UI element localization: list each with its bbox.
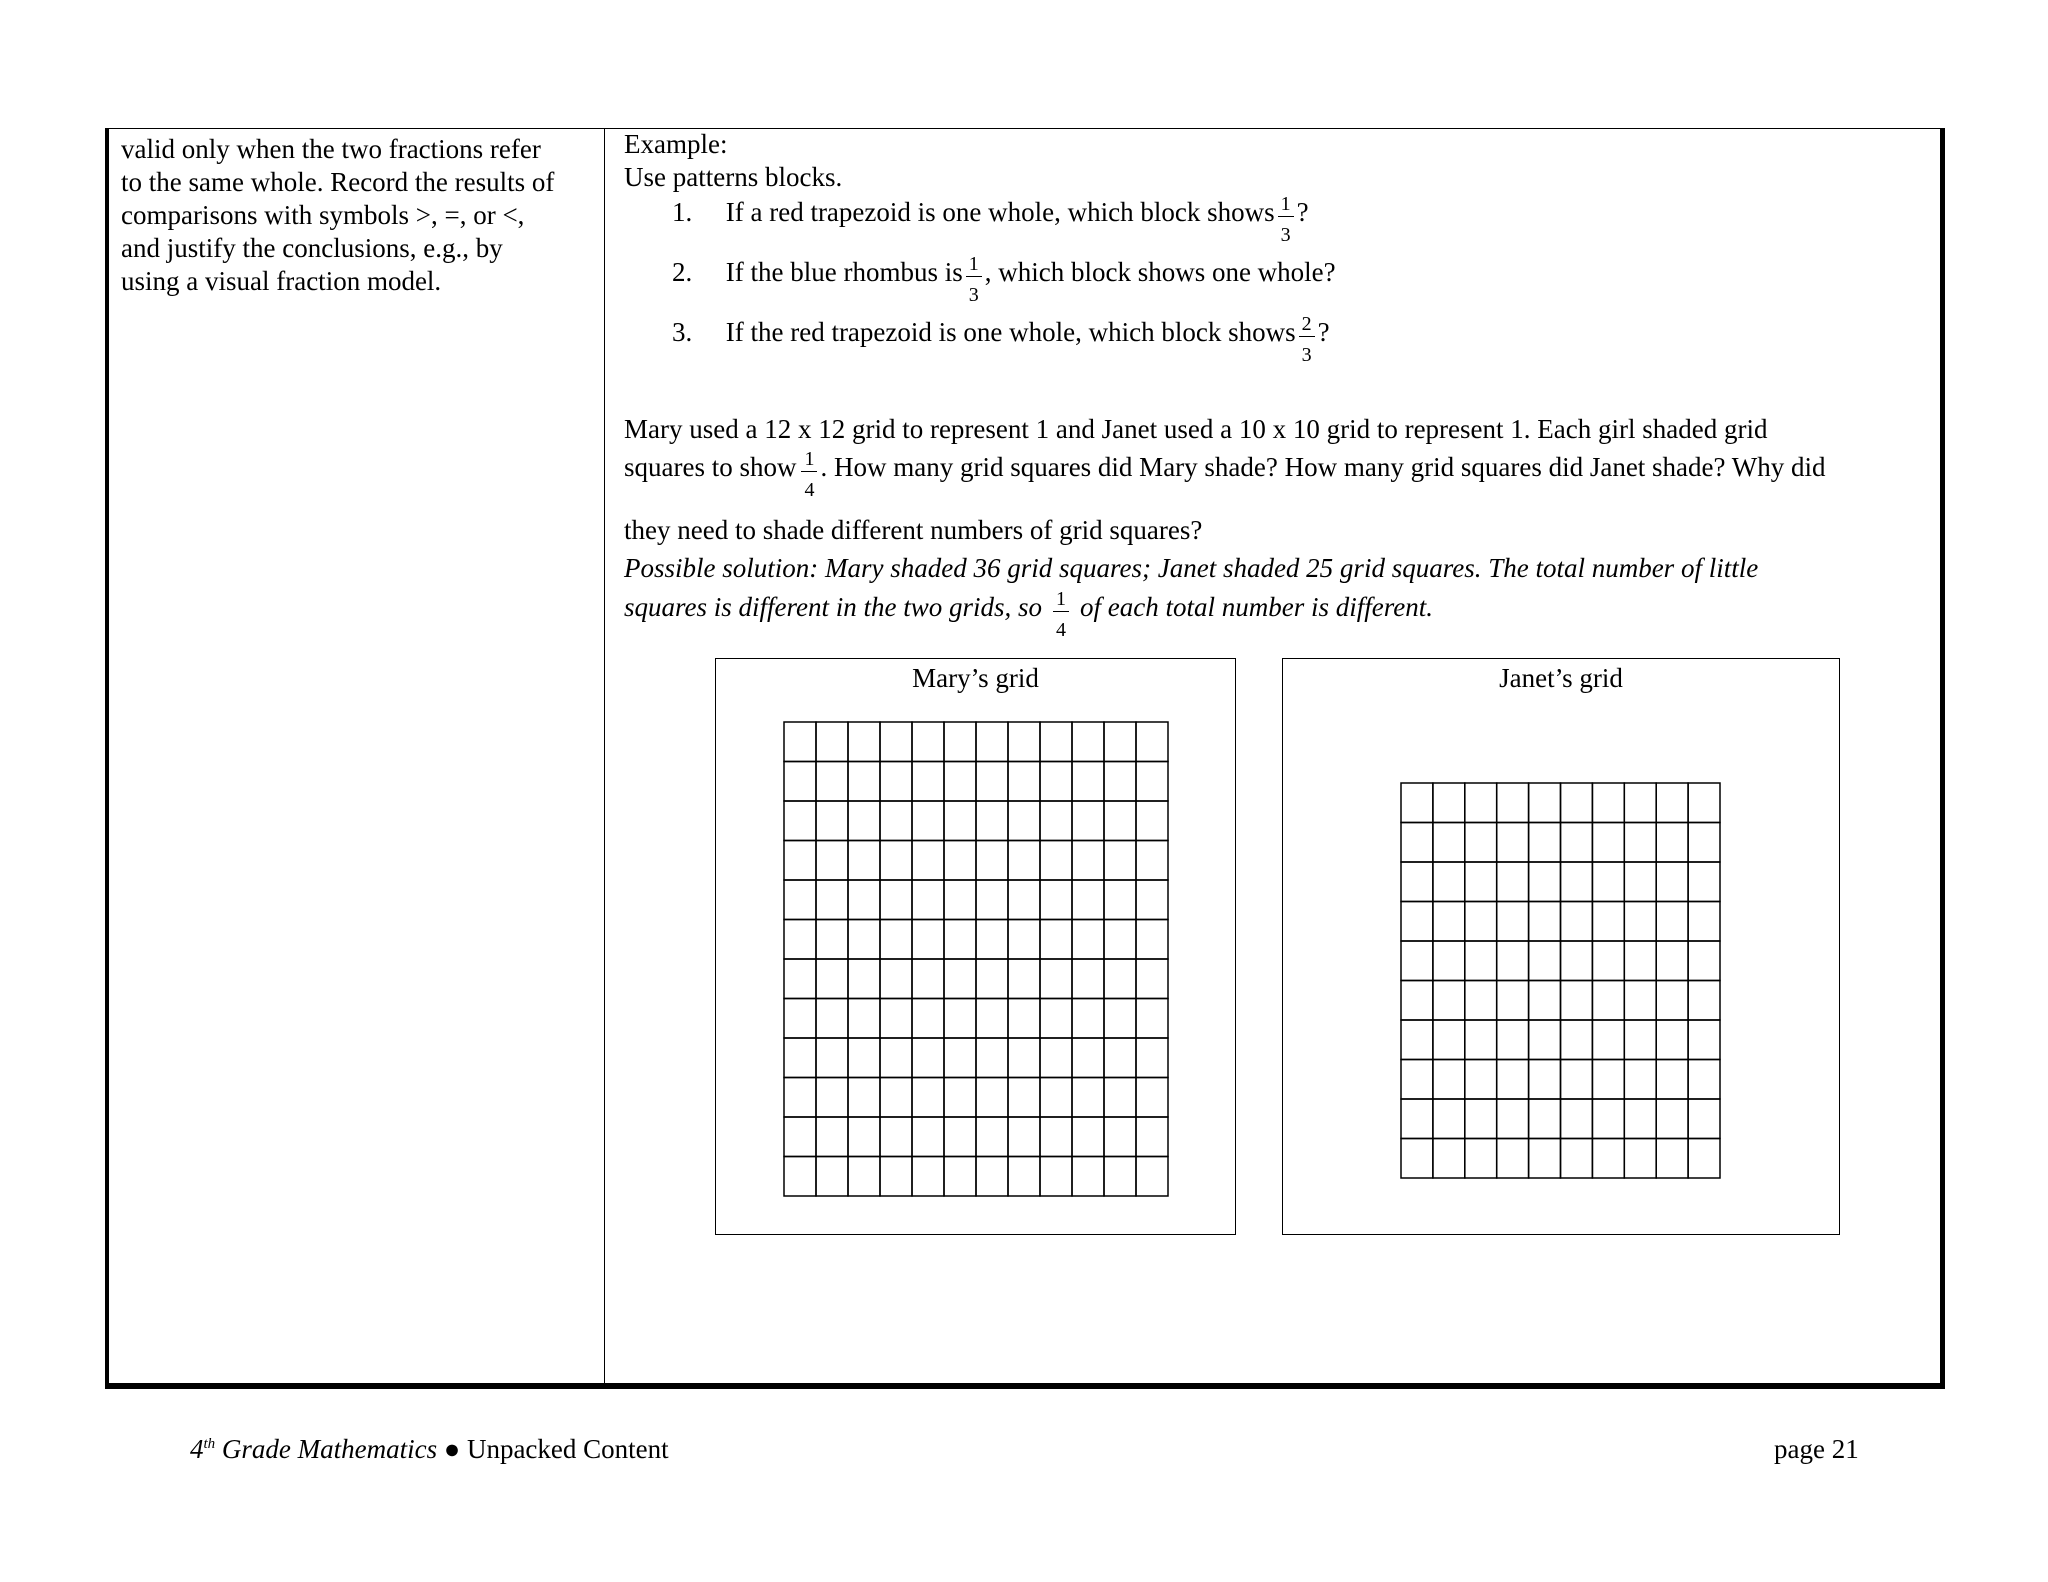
grid-square <box>1072 762 1104 802</box>
question-number: 2. <box>672 257 693 287</box>
grid-square <box>1040 801 1072 841</box>
grid-square <box>976 999 1008 1039</box>
grid-square <box>944 801 976 841</box>
grid-square <box>1561 862 1593 902</box>
grid-square <box>1401 981 1433 1021</box>
grid-square <box>912 880 944 920</box>
grid-square <box>944 1117 976 1157</box>
grid-square <box>1008 1157 1040 1197</box>
grid-square <box>1624 981 1656 1021</box>
grid-square <box>1008 959 1040 999</box>
grid-square <box>1624 783 1656 823</box>
grid-square <box>1401 1139 1433 1179</box>
grid-square <box>784 1038 816 1078</box>
question-number: 3. <box>672 317 693 347</box>
grid-square <box>1104 762 1136 802</box>
grid-square <box>1529 862 1561 902</box>
grid-square <box>1561 981 1593 1021</box>
grid-square <box>1008 1038 1040 1078</box>
grid-square <box>1529 981 1561 1021</box>
grade-suffix: th <box>203 1436 216 1452</box>
grid-square <box>1136 880 1168 920</box>
grid-square <box>1401 823 1433 863</box>
grid-square <box>1072 880 1104 920</box>
marys-grid <box>783 721 1169 1197</box>
grid-square <box>1401 1099 1433 1139</box>
grid-square <box>1561 902 1593 942</box>
grid-square <box>1401 783 1433 823</box>
grid-square <box>1497 1139 1529 1179</box>
solution-line-2: squares is different in the two grids, so $\frac{1}{4}$ of each total number is different. <box>624 588 1433 641</box>
grid-square <box>1433 941 1465 981</box>
grid-square <box>1688 1020 1720 1060</box>
grid-square <box>1688 981 1720 1021</box>
grid-square <box>1592 1060 1624 1100</box>
grid-square <box>976 722 1008 762</box>
grid-square <box>1136 1038 1168 1078</box>
grid-square <box>880 920 912 960</box>
grid-square <box>1592 941 1624 981</box>
grid-square <box>1401 1020 1433 1060</box>
grade-rest: Grade Mathematics <box>215 1434 438 1464</box>
grid-square <box>1529 1020 1561 1060</box>
grid-square <box>1401 862 1433 902</box>
page-number: page 21 <box>1774 1434 1859 1464</box>
grid-square <box>1561 1020 1593 1060</box>
question-text: If the red trapezoid is one whole, which block shows <box>725 317 1296 347</box>
grid-square <box>944 722 976 762</box>
grid-square <box>1136 1117 1168 1157</box>
grid-square <box>880 880 912 920</box>
grid-square <box>912 959 944 999</box>
grid-square <box>816 920 848 960</box>
grid-square <box>1656 823 1688 863</box>
grid-square <box>1104 722 1136 762</box>
grid-square <box>848 959 880 999</box>
problem-line-3: they need to shade different numbers of grid squares? <box>624 515 1203 545</box>
grid-square <box>1656 1020 1688 1060</box>
standard-text-cell <box>121 133 591 298</box>
grid-square <box>1497 941 1529 981</box>
grid-square <box>1592 1139 1624 1179</box>
grid-square <box>1465 1139 1497 1179</box>
grid-square <box>784 1157 816 1197</box>
grid-square <box>1688 941 1720 981</box>
marys-grid-panel <box>715 658 1236 1235</box>
grid-square <box>1136 920 1168 960</box>
grid-square <box>880 999 912 1039</box>
fraction: $\frac{1}{4}$ <box>1050 615 1072 616</box>
example-cell <box>618 129 1930 1383</box>
grid-square <box>880 1038 912 1078</box>
grid-square <box>1465 1020 1497 1060</box>
grid-square <box>1008 841 1040 881</box>
grid-square <box>1497 1020 1529 1060</box>
grid-square <box>1104 959 1136 999</box>
grid-square <box>816 999 848 1039</box>
grid-square <box>976 959 1008 999</box>
grid-square <box>912 1038 944 1078</box>
grid-square <box>848 880 880 920</box>
grid-square <box>1497 1060 1529 1100</box>
grid-square <box>880 841 912 881</box>
intro-text: Use patterns blocks. <box>624 162 843 192</box>
grid-square <box>944 1038 976 1078</box>
grid-square <box>1688 823 1720 863</box>
grid-square <box>1624 941 1656 981</box>
grid-square <box>816 1157 848 1197</box>
question-1: 1. If a red trapezoid is one whole, which block shows $\frac{1}{3}$ ? <box>672 193 1309 246</box>
janets-grid-title: Janet’s grid <box>1499 663 1623 693</box>
standard-line: and justify the conclusions, e.g., by <box>121 233 503 263</box>
grid-square <box>1688 1099 1720 1139</box>
grid-square <box>944 762 976 802</box>
grid-square <box>1656 783 1688 823</box>
grid-square <box>1529 902 1561 942</box>
grid-square <box>1008 999 1040 1039</box>
grid-square <box>1497 902 1529 942</box>
grid-square <box>1401 1060 1433 1100</box>
standard-line: valid only when the two fractions refer <box>121 134 541 164</box>
standard-line: using a visual fraction model. <box>121 266 442 296</box>
grid-square <box>1465 1099 1497 1139</box>
grid-square <box>1072 999 1104 1039</box>
grid-square <box>1688 1060 1720 1100</box>
grid-square <box>944 1157 976 1197</box>
grid-square <box>880 722 912 762</box>
grid-square <box>912 841 944 881</box>
grid-square <box>1592 823 1624 863</box>
fraction: $\frac{1}{3}$ <box>1275 220 1297 221</box>
grid-square <box>1072 959 1104 999</box>
grid-square <box>848 1038 880 1078</box>
grid-square <box>1497 1099 1529 1139</box>
grid-square <box>1497 981 1529 1021</box>
grid-square <box>1465 902 1497 942</box>
grid-square <box>1561 1139 1593 1179</box>
fraction: $\frac{2}{3}$ <box>1296 340 1318 341</box>
grid-square <box>1008 920 1040 960</box>
grade-number: 4 <box>190 1434 204 1464</box>
grid-square <box>1104 1117 1136 1157</box>
question-text: If a red trapezoid is one whole, which block shows <box>725 197 1275 227</box>
grid-square <box>1136 841 1168 881</box>
grid-square <box>1592 902 1624 942</box>
grid-square <box>1008 762 1040 802</box>
grid-square <box>912 999 944 1039</box>
grid-square <box>912 920 944 960</box>
grid-square <box>848 801 880 841</box>
grid-square <box>976 880 1008 920</box>
grid-square <box>1529 1099 1561 1139</box>
grid-square <box>1529 1060 1561 1100</box>
grid-square <box>1072 1157 1104 1197</box>
grid-square <box>1072 722 1104 762</box>
grid-square <box>816 1078 848 1118</box>
grid-square <box>944 880 976 920</box>
grid-square <box>944 959 976 999</box>
grid-square <box>1465 823 1497 863</box>
grid-square <box>1592 981 1624 1021</box>
grid-square <box>1040 1038 1072 1078</box>
grid-square <box>1465 981 1497 1021</box>
grid-square <box>784 841 816 881</box>
grid-square <box>1656 1060 1688 1100</box>
grid-square <box>1136 801 1168 841</box>
grid-square <box>1104 1038 1136 1078</box>
janets-grid-panel <box>1282 658 1840 1235</box>
grid-square <box>1688 862 1720 902</box>
grid-square <box>1561 1060 1593 1100</box>
grid-square <box>1104 999 1136 1039</box>
grid-square <box>1136 1157 1168 1197</box>
grid-square <box>1561 823 1593 863</box>
grid-square <box>1592 783 1624 823</box>
grid-square <box>880 1078 912 1118</box>
question-3: 3. If the red trapezoid is one whole, which block shows $\frac{2}{3}$ ? <box>672 313 1330 366</box>
grid-square <box>880 1157 912 1197</box>
grid-square <box>912 1157 944 1197</box>
grid-square <box>1624 1060 1656 1100</box>
grid-square <box>848 841 880 881</box>
standard-line: comparisons with symbols >, =, or <, <box>121 200 525 230</box>
grid-square <box>848 1078 880 1118</box>
grid-square <box>912 1117 944 1157</box>
grid-square <box>1008 801 1040 841</box>
grid-square <box>1433 981 1465 1021</box>
grid-square <box>976 920 1008 960</box>
grid-square <box>1624 862 1656 902</box>
grid-square <box>1656 862 1688 902</box>
grid-square <box>1072 841 1104 881</box>
grid-square <box>976 1038 1008 1078</box>
grid-square <box>1433 1020 1465 1060</box>
grid-square <box>848 1157 880 1197</box>
grid-square <box>1072 920 1104 960</box>
grid-square <box>1433 862 1465 902</box>
grid-square <box>1529 783 1561 823</box>
grid-square <box>784 1117 816 1157</box>
grid-square <box>784 880 816 920</box>
grid-square <box>1688 783 1720 823</box>
grid-square <box>1497 862 1529 902</box>
grid-square <box>1040 920 1072 960</box>
grid-square <box>1624 902 1656 942</box>
grid-square <box>1433 783 1465 823</box>
grid-square <box>880 801 912 841</box>
grid-square <box>1433 902 1465 942</box>
question-2: 2. If the blue rhombus is $\frac{1}{3}$ , which block shows one whole? <box>672 253 1336 306</box>
grid-square <box>1497 823 1529 863</box>
grid-square <box>1656 1139 1688 1179</box>
grid-square <box>1624 823 1656 863</box>
grid-square <box>848 999 880 1039</box>
grid-square <box>1072 801 1104 841</box>
grid-square <box>1008 722 1040 762</box>
grid-square <box>848 920 880 960</box>
grid-square <box>1104 1078 1136 1118</box>
grid-square <box>1561 1099 1593 1139</box>
grid-square <box>1656 1099 1688 1139</box>
grid-square <box>1104 801 1136 841</box>
grid-square <box>1688 902 1720 942</box>
grid-square <box>1656 941 1688 981</box>
question-number: 1. <box>672 197 693 227</box>
fraction: $\frac{1}{3}$ <box>963 280 985 281</box>
grid-square <box>1136 999 1168 1039</box>
grid-square <box>848 762 880 802</box>
grid-square <box>784 920 816 960</box>
grid-square <box>784 1078 816 1118</box>
grid-square <box>1529 1139 1561 1179</box>
solution-line-1: Possible solution: Mary shaded 36 grid squares; Janet shaded 25 grid squares. The total number of little <box>624 553 1759 583</box>
grid-square <box>912 762 944 802</box>
grid-square <box>1656 981 1688 1021</box>
grid-square <box>1072 1038 1104 1078</box>
grid-square <box>816 841 848 881</box>
grid-square <box>816 959 848 999</box>
grid-square <box>1433 1139 1465 1179</box>
grid-square <box>1040 841 1072 881</box>
footer-subtitle: Unpacked Content <box>466 1434 669 1464</box>
content-table <box>105 128 1945 1389</box>
standard-line: to the same whole. Record the results of <box>121 167 555 197</box>
grid-square <box>944 841 976 881</box>
bullet-separator: ● <box>437 1434 467 1464</box>
grid-square <box>1592 1020 1624 1060</box>
grid-square <box>784 959 816 999</box>
grid-square <box>1040 959 1072 999</box>
grid-square <box>1040 880 1072 920</box>
grid-square <box>1688 1139 1720 1179</box>
grid-square <box>976 1078 1008 1118</box>
grid-square <box>944 999 976 1039</box>
grid-square <box>1433 1060 1465 1100</box>
grid-square <box>1561 783 1593 823</box>
grid-square <box>880 959 912 999</box>
grid-square <box>784 722 816 762</box>
grid-square <box>976 1117 1008 1157</box>
question-text: If the blue rhombus is <box>725 257 963 287</box>
grid-square <box>848 722 880 762</box>
grid-square <box>912 722 944 762</box>
grid-square <box>1104 1157 1136 1197</box>
grid-square <box>976 841 1008 881</box>
grid-square <box>1104 841 1136 881</box>
grid-square <box>1072 1117 1104 1157</box>
grid-square <box>1624 1099 1656 1139</box>
footer-title <box>190 1434 669 1465</box>
grid-square <box>1104 880 1136 920</box>
grid-square <box>944 920 976 960</box>
grid-square <box>1465 862 1497 902</box>
grid-square <box>1136 762 1168 802</box>
grid-square <box>1465 1060 1497 1100</box>
grid-square <box>1401 902 1433 942</box>
grid-square <box>1040 1117 1072 1157</box>
grid-square <box>816 762 848 802</box>
grid-square <box>912 1078 944 1118</box>
grid-square <box>880 762 912 802</box>
column-divider <box>604 129 605 1383</box>
grid-square <box>816 801 848 841</box>
grid-square <box>912 801 944 841</box>
grid-square <box>944 1078 976 1118</box>
grid-square <box>1656 902 1688 942</box>
grid-square <box>1040 1078 1072 1118</box>
grid-square <box>784 999 816 1039</box>
grid-square <box>816 1038 848 1078</box>
fraction: $\frac{1}{4}$ <box>798 475 820 476</box>
grid-square <box>1401 941 1433 981</box>
problem-line-2: squares to show $\frac{1}{4}$ . How many grid squares did Mary shade? How many grid squares did Janet shade? Why did <box>624 448 1826 501</box>
janets-grid <box>1400 782 1721 1179</box>
grid-square <box>1008 1117 1040 1157</box>
grid-square <box>1465 941 1497 981</box>
grid-square <box>1529 941 1561 981</box>
grid-square <box>1008 880 1040 920</box>
grid-square <box>1433 823 1465 863</box>
example-label: Example: <box>624 129 728 159</box>
grid-square <box>1529 823 1561 863</box>
grid-square <box>1008 1078 1040 1118</box>
grid-square <box>1624 1139 1656 1179</box>
grid-square <box>1592 862 1624 902</box>
grid-square <box>816 1117 848 1157</box>
marys-grid-title: Mary’s grid <box>912 663 1039 693</box>
grid-square <box>1433 1099 1465 1139</box>
grid-square <box>1136 959 1168 999</box>
grid-square <box>1592 1099 1624 1139</box>
problem-line-1: Mary used a 12 x 12 grid to represent 1 and Janet used a 10 x 10 grid to represent 1. Each girl shaded grid <box>624 414 1768 444</box>
grid-square <box>1624 1020 1656 1060</box>
grid-square <box>1104 920 1136 960</box>
grid-square <box>976 1157 1008 1197</box>
grid-square <box>784 762 816 802</box>
grid-square <box>880 1117 912 1157</box>
grid-square <box>784 801 816 841</box>
grid-square <box>1072 1078 1104 1118</box>
grid-square <box>1497 783 1529 823</box>
grid-square <box>976 762 1008 802</box>
grid-square <box>816 722 848 762</box>
grid-square <box>976 801 1008 841</box>
grid-square <box>1040 762 1072 802</box>
grid-square <box>1040 722 1072 762</box>
grid-square <box>1136 1078 1168 1118</box>
grid-square <box>816 880 848 920</box>
grid-square <box>1040 1157 1072 1197</box>
grid-square <box>1136 722 1168 762</box>
grid-square <box>1040 999 1072 1039</box>
grid-square <box>1561 941 1593 981</box>
grid-square <box>1465 783 1497 823</box>
grid-square <box>848 1117 880 1157</box>
